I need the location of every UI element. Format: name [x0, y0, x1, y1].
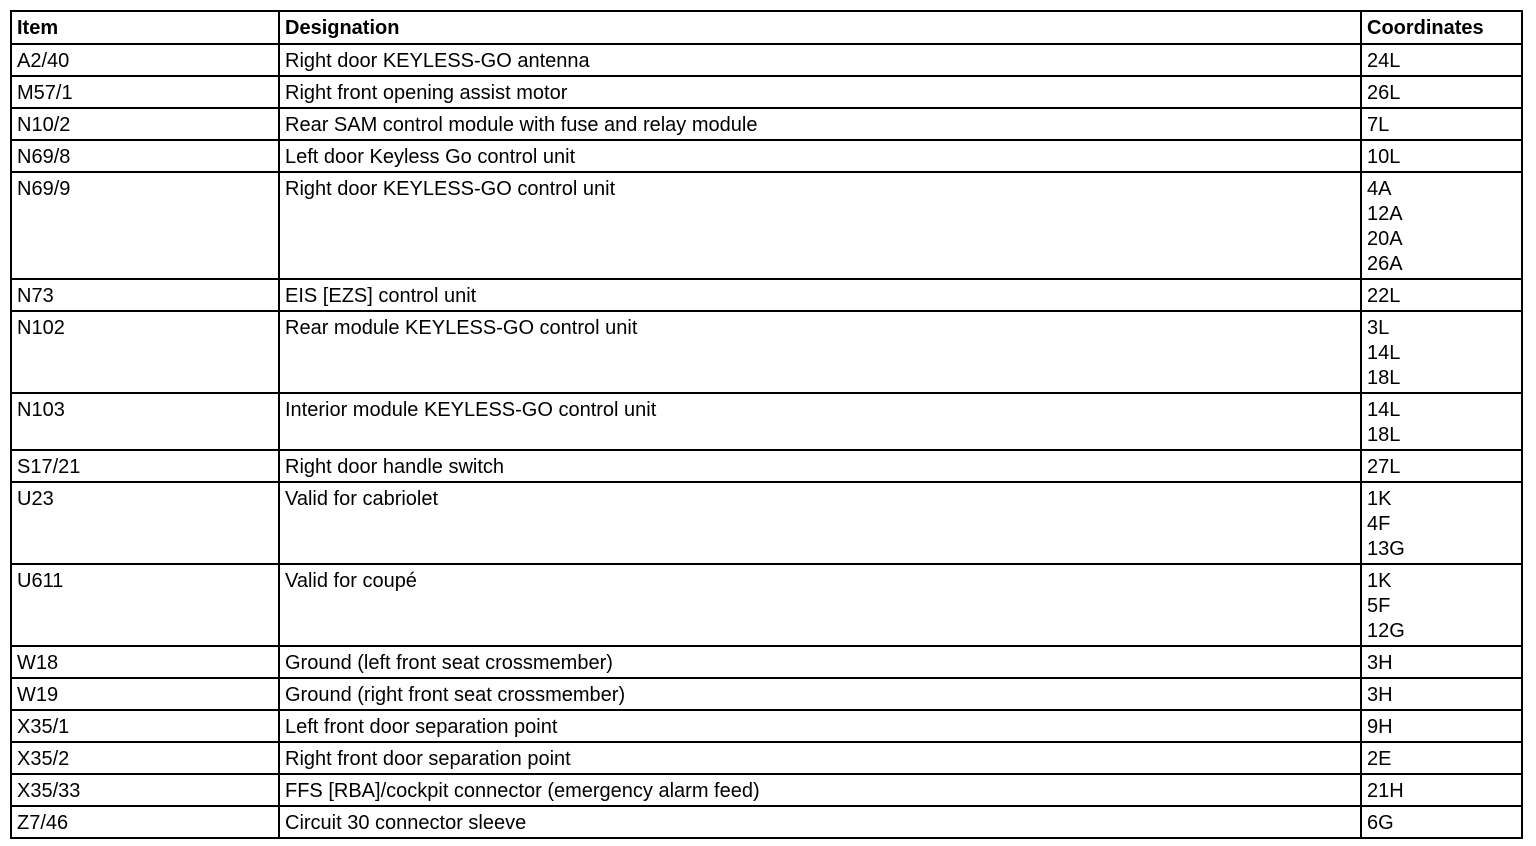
coordinates-cell — [1361, 108, 1522, 140]
coordinate-value: 26L — [1367, 82, 1401, 104]
designation-cell: Right front opening assist motor — [279, 76, 1361, 108]
coordinates-cell — [1361, 393, 1522, 450]
table-row — [11, 710, 1522, 742]
designation-cell: Circuit 30 connector sleeve — [279, 806, 1361, 838]
header-designation: Designation — [279, 11, 1361, 44]
coordinate-value: 1K — [1367, 570, 1392, 592]
coordinates-cell — [1361, 806, 1522, 838]
coordinates-cell — [1361, 742, 1522, 774]
coordinates-cell — [1361, 140, 1522, 172]
coordinates-cell — [1361, 172, 1522, 279]
coordinate-value: 9H — [1367, 716, 1393, 738]
coordinate-value: 6G — [1367, 812, 1394, 834]
item-cell: N10/2 — [11, 108, 279, 140]
item-cell: U23 — [11, 482, 279, 564]
coordinate-value: 20A — [1367, 228, 1403, 250]
table-body — [11, 44, 1522, 838]
coordinate-value: 13G — [1367, 538, 1405, 560]
table-row — [11, 108, 1522, 140]
designation-cell: Ground (right front seat crossmember) — [279, 678, 1361, 710]
item-cell: N103 — [11, 393, 279, 450]
coordinate-value: 26A — [1367, 253, 1403, 275]
item-cell: M57/1 — [11, 76, 279, 108]
coordinates-cell — [1361, 311, 1522, 393]
table-row — [11, 393, 1522, 450]
coordinate-value: 5F — [1367, 595, 1391, 617]
table-row — [11, 482, 1522, 564]
designation-cell: Left front door separation point — [279, 710, 1361, 742]
designation-cell: Right door KEYLESS-GO control unit — [279, 172, 1361, 279]
coordinate-value: 4F — [1367, 513, 1391, 535]
coordinate-value: 1K — [1367, 488, 1392, 510]
item-cell: N69/9 — [11, 172, 279, 279]
table-row — [11, 742, 1522, 774]
item-cell: N102 — [11, 311, 279, 393]
table-header-row — [11, 11, 1522, 44]
designation-cell: Interior module KEYLESS-GO control unit — [279, 393, 1361, 450]
designation-cell: Rear SAM control module with fuse and relay module — [279, 108, 1361, 140]
item-cell: X35/2 — [11, 742, 279, 774]
coordinate-value: 18L — [1367, 424, 1401, 446]
designation-cell: Ground (left front seat crossmember) — [279, 646, 1361, 678]
coordinate-value: 14L — [1367, 342, 1401, 364]
coordinates-cell — [1361, 564, 1522, 646]
coordinates-cell — [1361, 450, 1522, 482]
coordinate-value: 3L — [1367, 317, 1390, 339]
coordinate-value: 27L — [1367, 456, 1401, 478]
table-row — [11, 311, 1522, 393]
coordinate-value: 12A — [1367, 203, 1403, 225]
item-cell: S17/21 — [11, 450, 279, 482]
designation-cell: Valid for coupé — [279, 564, 1361, 646]
coordinates-cell — [1361, 44, 1522, 76]
table-row — [11, 564, 1522, 646]
coordinates-cell — [1361, 774, 1522, 806]
item-cell: W18 — [11, 646, 279, 678]
table-row — [11, 450, 1522, 482]
item-cell: A2/40 — [11, 44, 279, 76]
coordinate-value: 18L — [1367, 367, 1401, 389]
table-row — [11, 678, 1522, 710]
table-row — [11, 140, 1522, 172]
coordinate-value: 12G — [1367, 620, 1405, 642]
coordinates-cell — [1361, 76, 1522, 108]
coordinate-value: 3H — [1367, 652, 1393, 674]
table-row — [11, 806, 1522, 838]
coordinate-value: 22L — [1367, 285, 1401, 307]
designation-cell: Right door KEYLESS-GO antenna — [279, 44, 1361, 76]
coordinates-cell — [1361, 482, 1522, 564]
item-cell: N69/8 — [11, 140, 279, 172]
designation-cell: Valid for cabriolet — [279, 482, 1361, 564]
designation-cell: Left door Keyless Go control unit — [279, 140, 1361, 172]
component-legend-table — [10, 10, 1523, 839]
coordinate-value: 10L — [1367, 146, 1401, 168]
header-item: Item — [11, 11, 279, 44]
designation-cell: EIS [EZS] control unit — [279, 279, 1361, 311]
coordinate-value: 3H — [1367, 684, 1393, 706]
coordinates-cell — [1361, 646, 1522, 678]
designation-cell: FFS [RBA]/cockpit connector (emergency alarm feed) — [279, 774, 1361, 806]
item-cell: X35/33 — [11, 774, 279, 806]
table-row — [11, 76, 1522, 108]
item-cell: W19 — [11, 678, 279, 710]
coordinates-cell — [1361, 279, 1522, 311]
coordinate-value: 24L — [1367, 50, 1401, 72]
coordinate-value: 4A — [1367, 178, 1392, 200]
table-row — [11, 646, 1522, 678]
table-row — [11, 279, 1522, 311]
coordinate-value: 14L — [1367, 399, 1401, 421]
table-row — [11, 774, 1522, 806]
item-cell: Z7/46 — [11, 806, 279, 838]
item-cell: X35/1 — [11, 710, 279, 742]
coordinate-value: 21H — [1367, 780, 1404, 802]
coordinate-value: 2E — [1367, 748, 1392, 770]
table-row — [11, 172, 1522, 279]
designation-cell: Rear module KEYLESS-GO control unit — [279, 311, 1361, 393]
coordinates-cell — [1361, 710, 1522, 742]
header-coordinates: Coordinates — [1361, 11, 1522, 44]
designation-cell: Right door handle switch — [279, 450, 1361, 482]
item-cell: N73 — [11, 279, 279, 311]
designation-cell: Right front door separation point — [279, 742, 1361, 774]
table-row — [11, 44, 1522, 76]
coordinates-cell — [1361, 678, 1522, 710]
item-cell: U611 — [11, 564, 279, 646]
coordinate-value: 7L — [1367, 114, 1390, 136]
